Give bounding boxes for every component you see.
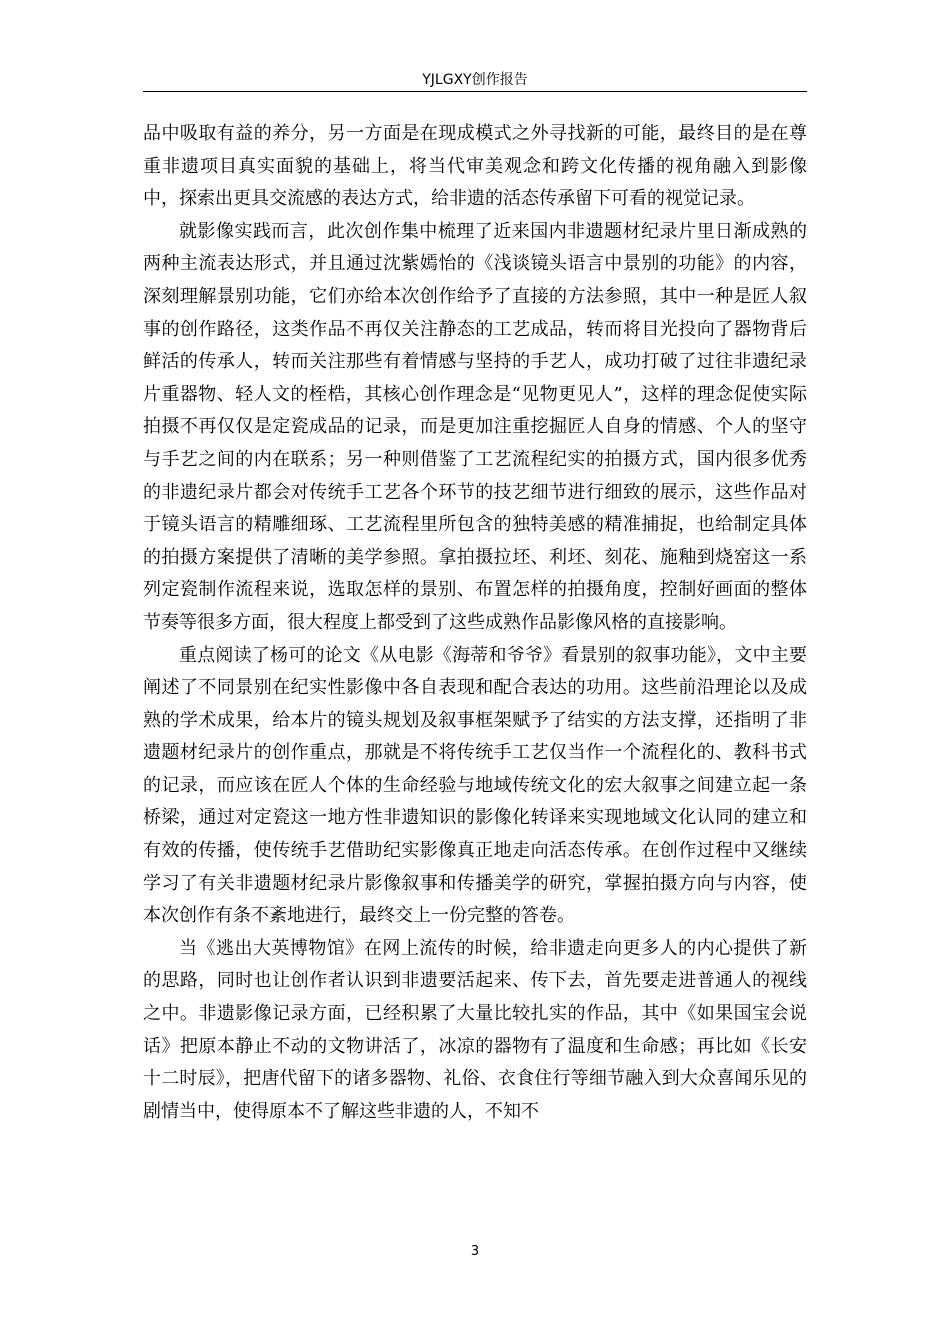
header-rule bbox=[143, 91, 807, 92]
paragraph-4: 当《逃出大英博物馆》在网上流传的时候，给非遗走向更多人的内心提供了新的思路，同时也让创作者认识到非遗要活起来、传下去，首先要走进普通人的视线之中。非遗影像记录方面，已经积累了大量比较扎实的作品，其中《如果国宝会说话》把原本静止不动的文物讲活了，冰凉的器物有了温度和生命感；再比如《长安十二时辰》，把唐代留下的诸多器物、礼俗、衣食住行等细节融入到大众喜闻乐见的剧情当中，使得原本不了解这些非遗的人，不知不 bbox=[143, 937, 807, 1122]
running-header: YJLGXY创作报告 bbox=[422, 72, 528, 88]
page-number: 3 bbox=[470, 1244, 480, 1259]
paragraph-2: 就影像实践而言，此次创作集中梳理了近来国内非遗题材纪录片里日渐成熟的两种主流表达形式，并且通过沈紫嫣怡的《浅谈镜头语言中景别的功能》的内容，深刻理解景别功能，它们亦给本次创作给予了直接的方法参照，其中一种是匠人叙事的创作路径，这类作品不再仅关注静态的工艺成品，转而将目光投向了器物背后鲜活的传承人，转而关注那些有着情感与坚持的手艺人，成功打破了过往非遗纪录片重器物、轻人文的桎梏，其核心创作理念是“见物更见人”，这样的理念促使实际拍摄不再仅仅是定瓷成品的记录，而是更加注重挖掘匠人自身的情感、个人的坚守与手艺之间的内在联系；另一种则借鉴了工艺流程纪实的拍摄方式，国内很多优秀的非遗纪录片都会对传统手工艺各个环节的技艺细节进行细致的展示，这些作品对于镜头语言的精雕细琢、工艺流程里所包含的独特美感的精准捕捉，也给制定具体的拍摄方案提供了清晰的美学参照。拿拍摄拉坯、利坯、刻花、施釉到烧窑这一系列定瓷制作流程来说，选取怎样的景别、布置怎样的拍摄角度，控制好画面的整体节奏等很多方面，很大程度上都受到了这些成熟作品影像风格的直接影响。 bbox=[143, 220, 807, 633]
body-text bbox=[143, 118, 807, 1128]
paragraph-3: 重点阅读了杨可的论文《从电影《海蒂和爷爷》看景别的叙事功能》，文中主要阐述了不同景别在纪实性影像中各自表现和配合表达的功用。这些前沿理论以及成熟的学术成果，给本片的镜头规划及叙事框架赋予了结实的方法支撑，还指明了非遗题材纪录片的创作重点，那就是不将传统手工艺仅当作一个流程化的、教科书式的记录，而应该在匠人个体的生命经验与地域传统文化的宏大叙事之间建立起一条桥梁，通过对定瓷这一地方性非遗知识的影像化转译来实现地域文化认同的建立和有效的传播，使传统手艺借助纪实影像真正地走向活态传承。在创作过程中又继续学习了有关非遗题材纪录片影像叙事和传播美学的研究，掌握拍摄方向与内容，使本次创作有条不紊地进行，最终交上一份完整的答卷。 bbox=[143, 644, 807, 927]
paragraph-1: 品中吸取有益的养分，另一方面是在现成模式之外寻找新的可能，最终目的是在尊重非遗项目真实面貌的基础上，将当代审美观念和跨文化传播的视角融入到影像中，探索出更具交流感的表达方式，给非遗的活态传承留下可看的视觉记录。 bbox=[143, 123, 807, 210]
